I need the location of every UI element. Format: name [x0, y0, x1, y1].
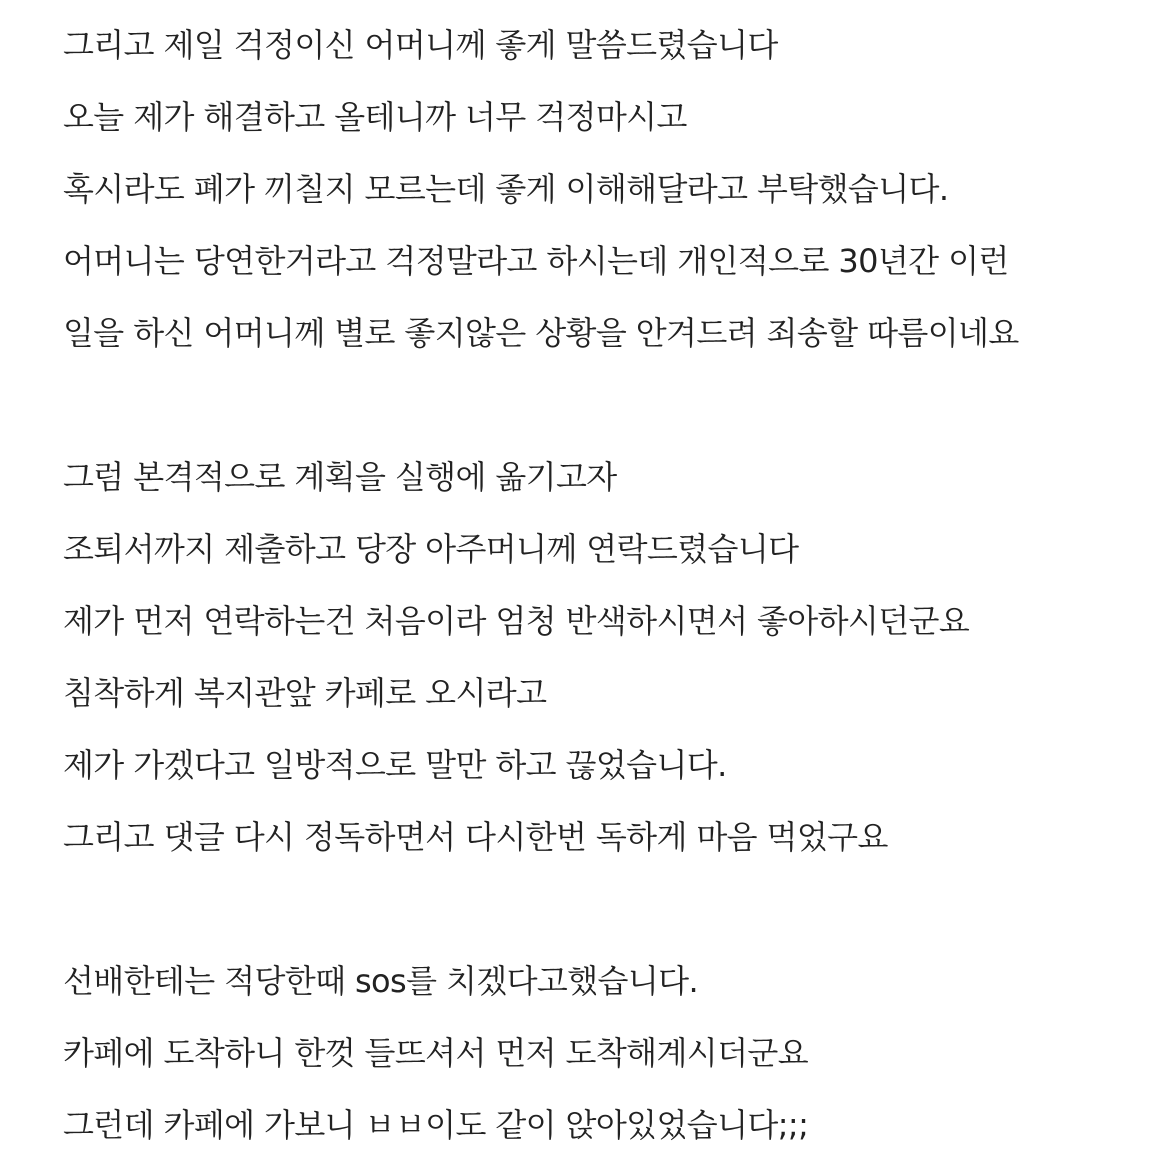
text-line: 그럼 본격적으로 계획을 실행에 옮기고자	[63, 458, 617, 496]
text-line: 혹시라도 폐가 끼칠지 모르는데 좋게 이해해달라고 부탁했습니다.	[63, 170, 949, 208]
paragraph-3	[63, 952, 1143, 1168]
paragraph-2	[63, 448, 1143, 880]
text-line: 오늘 제가 해결하고 올테니까 너무 걱정마시고	[63, 98, 687, 136]
paragraph-spacer	[63, 880, 1143, 952]
text-line: 제가 먼저 연락하는건 처음이라 엄청 반색하시면서 좋아하시던군요	[63, 602, 970, 640]
text-line: 일을 하신 어머니께 별로 좋지않은 상황을 안겨드려 죄송할 따름이네요	[63, 314, 1019, 352]
text-line: 카페에 도착하니 한껏 들뜨셔서 먼저 도착해계시더군요	[63, 1034, 809, 1072]
paragraph-1	[63, 16, 1143, 376]
article-body	[63, 16, 1143, 1168]
text-line: 침착하게 복지관앞 카페로 오시라고	[63, 674, 547, 712]
text-line: 선배한테는 적당한때 sos를 치겠다고했습니다.	[63, 962, 699, 1000]
text-line: 그리고 제일 걱정이신 어머니께 좋게 말씀드렸습니다	[63, 26, 778, 64]
text-line: 제가 가겠다고 일방적으로 말만 하고 끊었습니다.	[63, 746, 727, 784]
text-line: 조퇴서까지 제출하고 당장 아주머니께 연락드렸습니다	[63, 530, 799, 568]
paragraph-spacer	[63, 376, 1143, 448]
text-line: 그리고 댓글 다시 정독하면서 다시한번 독하게 마음 먹었구요	[63, 818, 888, 856]
text-line: 그런데 카페에 가보니 ㅂㅂ이도 같이 앉아있었습니다;;;	[63, 1106, 809, 1144]
text-line: 어머니는 당연한거라고 걱정말라고 하시는데 개인적으로 30년간 이런	[63, 242, 1009, 280]
